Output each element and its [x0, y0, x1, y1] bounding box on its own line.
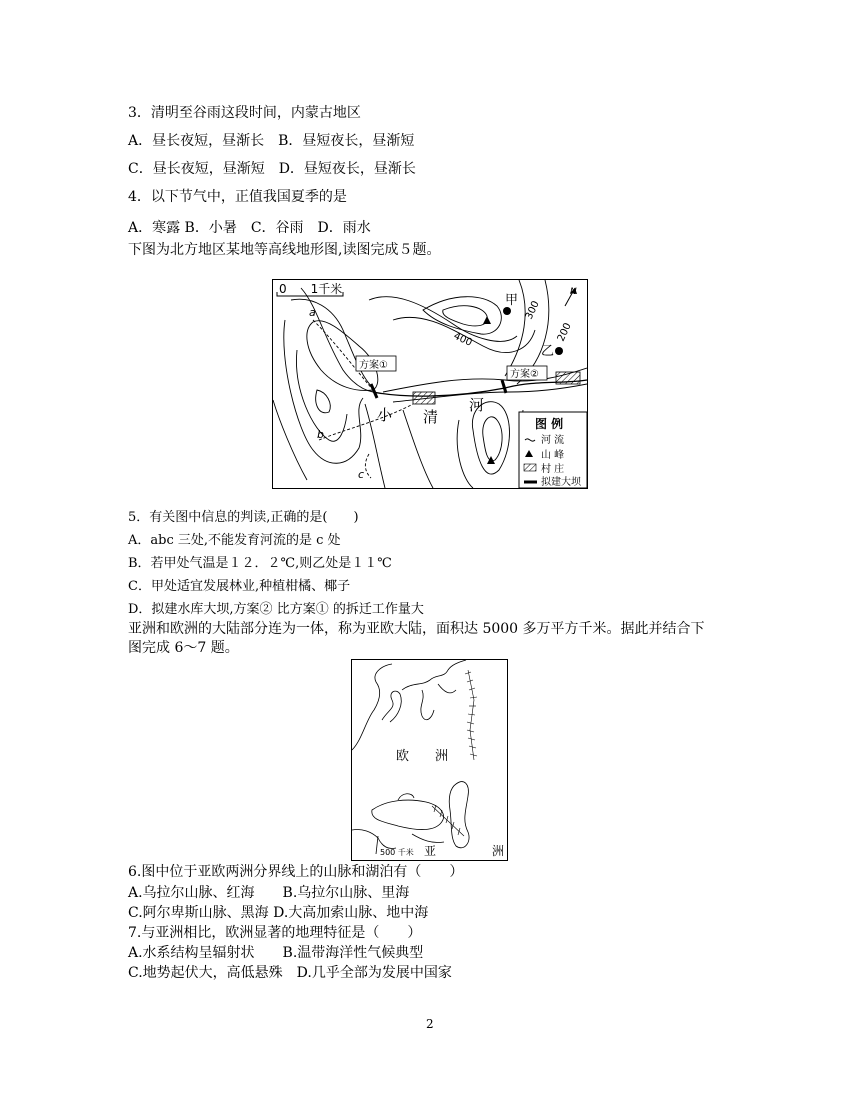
contour-line — [273, 400, 307, 480]
plan-2-label: 方案② — [510, 369, 539, 380]
contour-map — [272, 279, 588, 489]
caspian-sea — [449, 782, 469, 848]
dam-plan-2 — [502, 380, 506, 393]
q5-stem: 5．有关图中信息的判读,正确的是( ) — [128, 510, 359, 525]
map2-scale-bar — [376, 836, 378, 854]
q6-stem: 6.图中位于亚欧两洲分界线上的山脉和湖泊有（ ） — [128, 864, 464, 880]
contour-line — [369, 297, 517, 342]
intro-q5: 下图为北方地区某地等高线地形图,读图完成５题。 — [128, 242, 441, 258]
q3-options-cd: C．昼长夜短，昼渐短 D．昼短夜长，昼渐长 — [128, 161, 416, 177]
river-name-char: 河 — [469, 396, 485, 414]
q3-stem: 3．清明至谷雨这段时间，内蒙古地区 — [128, 105, 361, 121]
q6-options-cd: C.阿尔卑斯山脉、黑海 D.大高加索山脉、地中海 — [128, 905, 429, 921]
coastline — [402, 660, 466, 690]
q7-options-ab: A.水系结构呈辐射状 B.温带海洋性气候典型 — [128, 945, 424, 961]
q5-option-b: B．若甲处气温是１２．２℃,则乙处是１１℃ — [128, 556, 392, 571]
map-scale-label: 0 1千米 — [279, 282, 343, 296]
contour-line — [301, 288, 373, 392]
q7-options-cd: C.地势起伏大，高低悬殊 D.几乎全部为发展中国家 — [128, 965, 452, 981]
legend-item-peak: 山 峰 — [541, 450, 565, 461]
coastline — [352, 664, 392, 750]
contour-200-label: 200 — [555, 321, 574, 344]
legend-item-village: 村 庄 — [541, 464, 565, 475]
q4-stem: 4．以下节气中，正值我国夏季的是 — [128, 189, 347, 205]
map2-scale-label: 500 千米 — [380, 848, 414, 857]
point-a-label: a — [309, 306, 316, 319]
q4-options: A．寒露 B．小暑 C．谷雨 D．雨水 — [128, 220, 371, 236]
contour-400-label: 400 — [451, 330, 474, 349]
contour-300-label: 300 — [523, 299, 542, 322]
village-icon — [413, 392, 435, 404]
plan-1-label: 方案① — [359, 360, 388, 371]
contour-line — [443, 306, 487, 326]
contour-line — [457, 420, 473, 488]
q5-option-a: A．abc 三处,不能发育河流的是 c 处 — [128, 533, 341, 548]
point-yi-marker — [555, 347, 563, 355]
point-b-label: b — [317, 428, 324, 441]
q5-option-c: C．甲处适宜发展林业,种植柑橘、椰子 — [128, 579, 351, 594]
intro-q6-7-line2: 图完成 6～7 题。 — [128, 640, 239, 656]
legend-village-icon — [524, 464, 536, 471]
q3-options-ab: A．昼长夜短，昼渐长 B．昼短夜长，昼渐短 — [128, 133, 415, 149]
contour-map-drawing — [273, 280, 587, 488]
q6-options-ab: A.乌拉尔山脉、红海 B.乌拉尔山脉、里海 — [128, 885, 410, 901]
dashed-valley-line — [319, 404, 413, 440]
point-c-label: c — [358, 468, 365, 481]
point-jia-label: 甲 — [505, 293, 519, 308]
contour-line — [483, 417, 502, 461]
europe-map-drawing — [352, 660, 507, 860]
dashed-valley-line — [365, 454, 371, 478]
label-asia-b: 洲 — [492, 844, 505, 858]
europe-map — [351, 659, 508, 861]
label-europe: 欧 洲 — [396, 749, 449, 764]
caucasus-mountains — [432, 805, 464, 836]
contour-line — [284, 320, 363, 463]
coastline — [398, 794, 414, 800]
village-icon — [556, 372, 580, 384]
intro-q6-7-line1: 亚洲和欧洲的大陆部分连为一体，称为亚欧大陆，面积达 5000 多万平方千米。据此并结合下 — [128, 621, 705, 637]
black-sea — [372, 800, 444, 829]
coastline — [382, 691, 401, 722]
dam-plan-1 — [371, 384, 377, 398]
contour-line — [307, 321, 378, 391]
river-name-char: 小 — [377, 406, 393, 424]
ural-mountains — [465, 670, 477, 760]
coastline — [352, 829, 396, 848]
coastline — [412, 834, 444, 843]
coastline — [421, 690, 434, 720]
label-asia-a: 亚 — [424, 844, 437, 858]
river-name-char: 清 — [423, 408, 439, 426]
legend-item-river: 河 流 — [541, 435, 565, 446]
legend-title: 图 例 — [535, 417, 564, 431]
coastline — [438, 684, 456, 693]
point-jia-marker — [503, 307, 511, 315]
north-label: N — [570, 287, 577, 297]
q5-option-d: D．拟建水库大坝,方案② 比方案① 的拆迁工作量大 — [128, 602, 424, 617]
contour-line — [316, 390, 331, 413]
point-yi-label: 乙 — [541, 344, 555, 359]
page-number: 2 — [426, 1017, 434, 1031]
legend-item-dam: 拟建大坝 — [541, 477, 581, 488]
peak-icon — [483, 316, 491, 324]
q7-stem: 7.与亚洲相比，欧洲显著的地理特征是（ ） — [128, 925, 422, 941]
contour-line — [423, 297, 501, 334]
